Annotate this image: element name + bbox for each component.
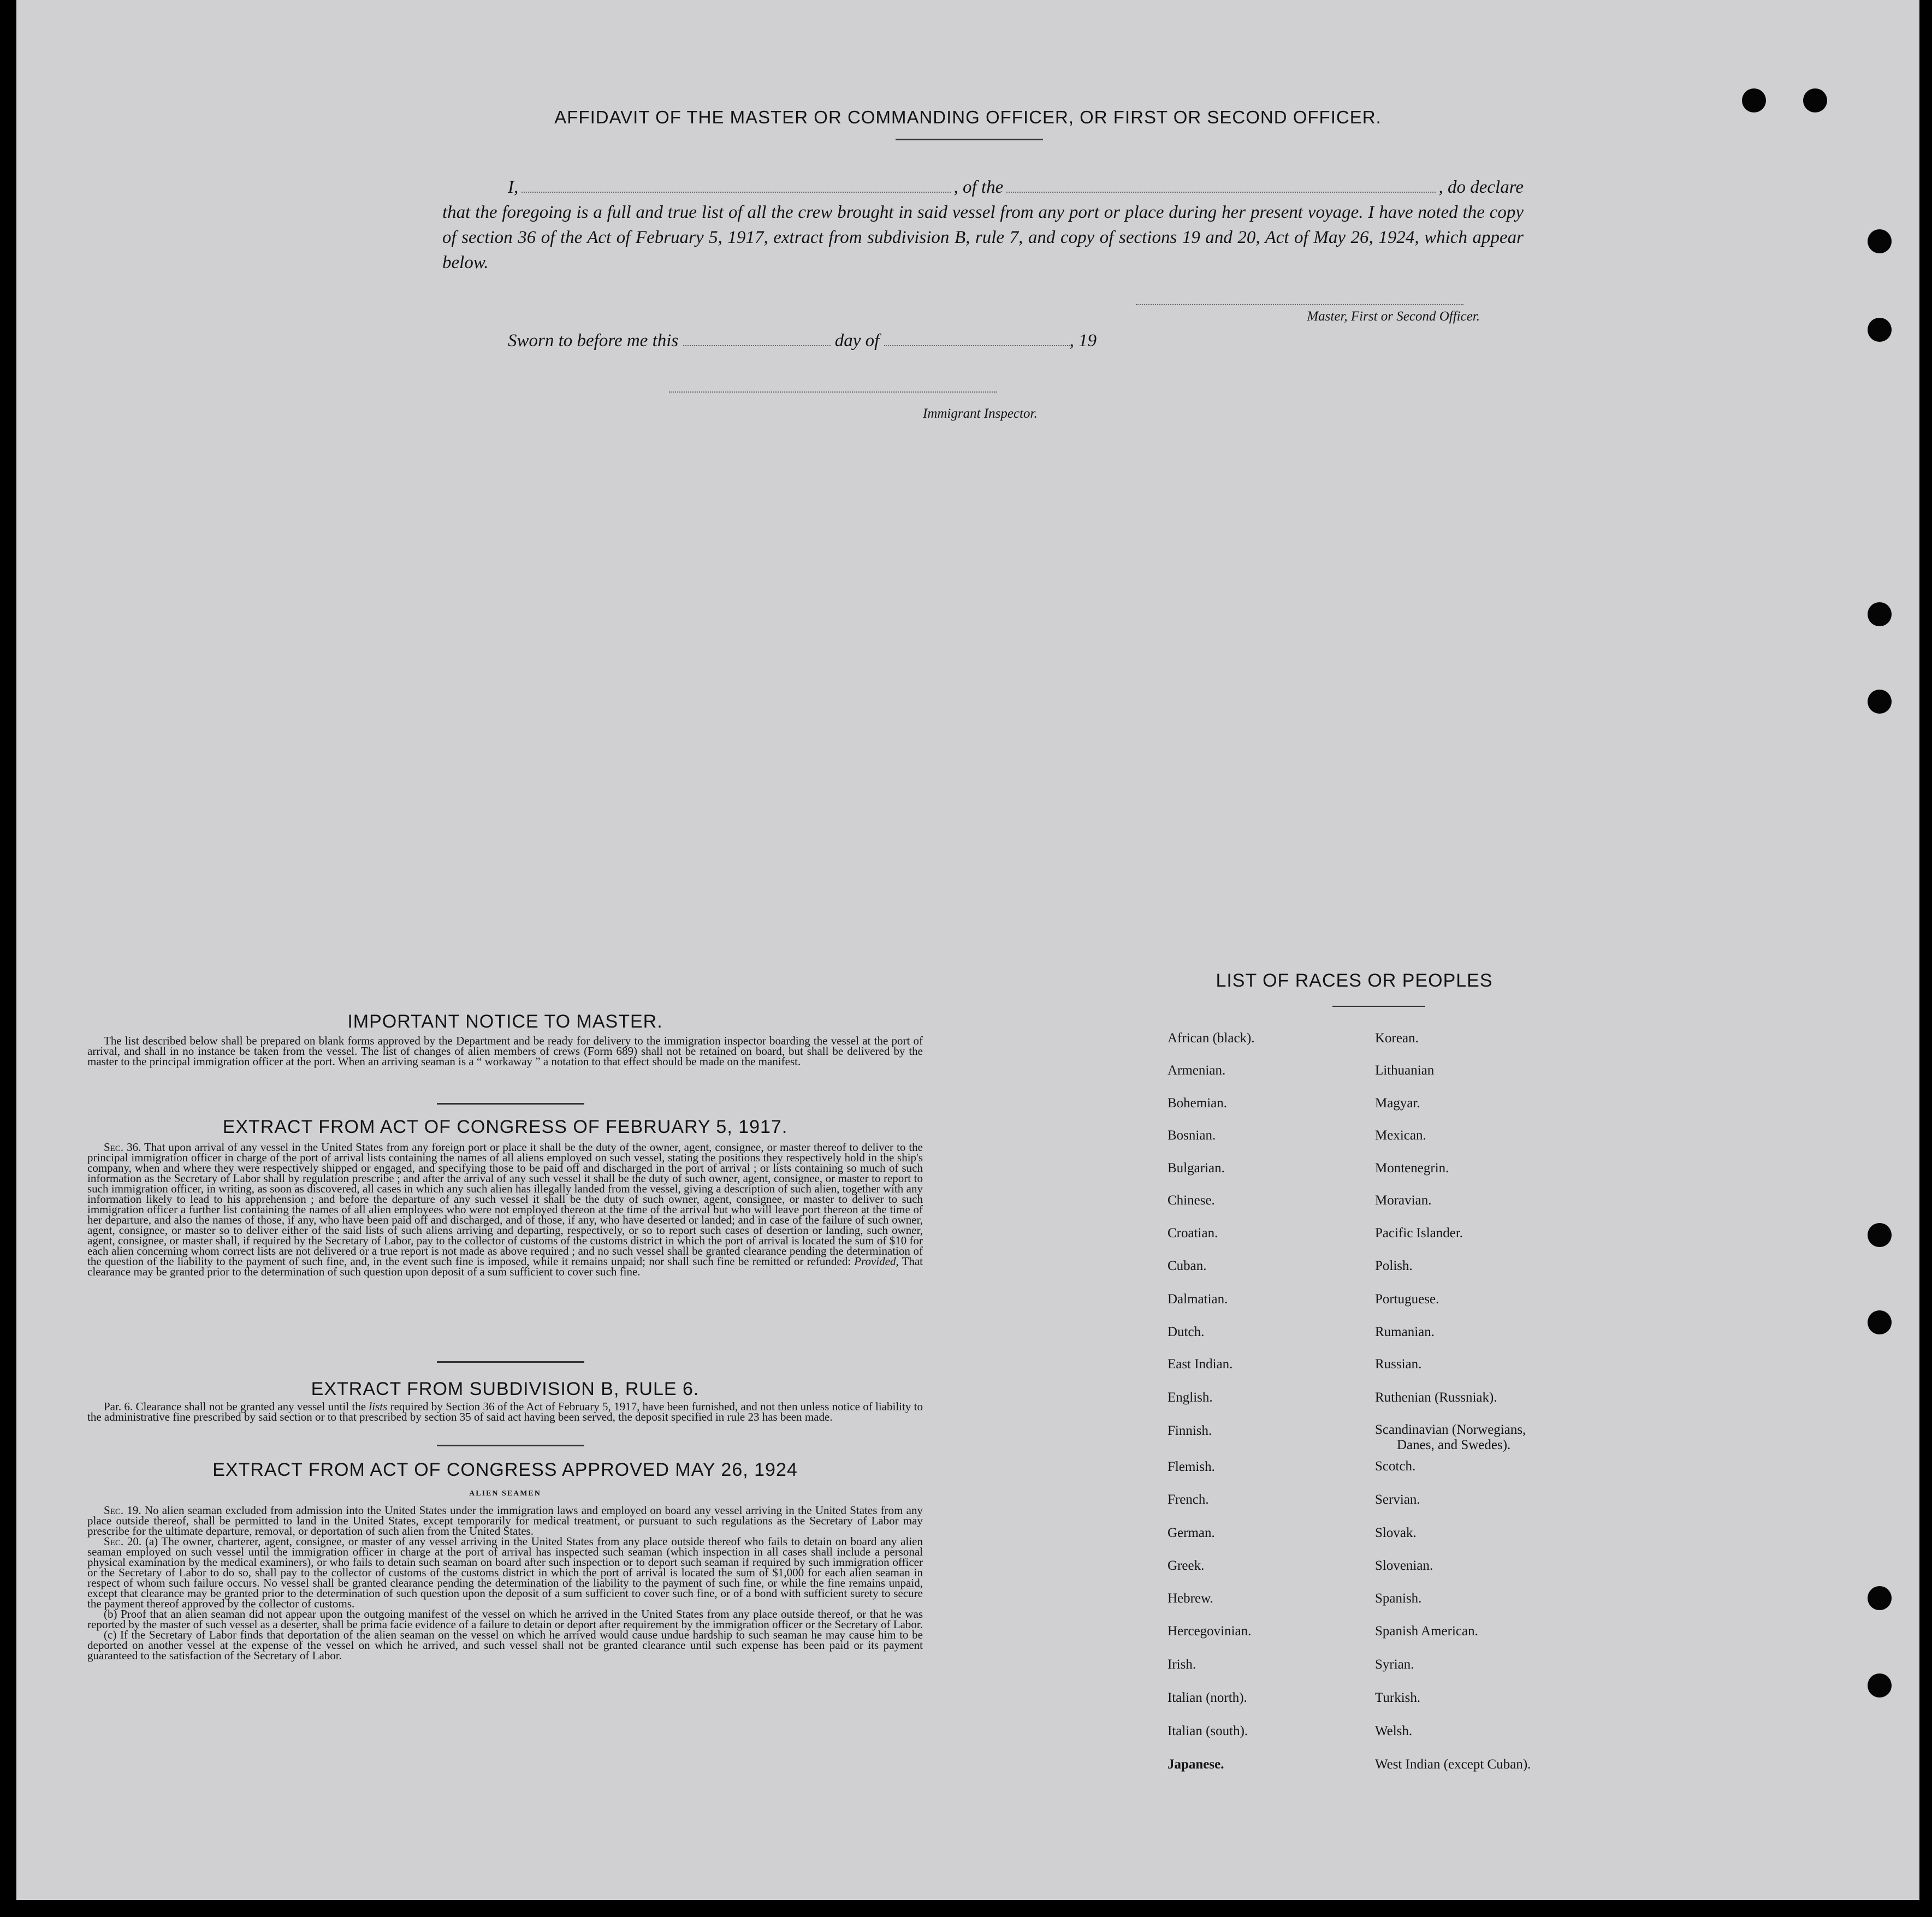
race-item: East Indian. [1168, 1357, 1233, 1372]
rule6-title: EXTRACT FROM SUBDIVISION B, RULE 6. [311, 1379, 700, 1399]
race-item: Pacific Islander. [1375, 1226, 1463, 1241]
race-item: Dalmatian. [1168, 1292, 1228, 1307]
race-item: Lithuanian [1375, 1063, 1435, 1078]
races-divider [1332, 1006, 1425, 1007]
sec19-paragraph [87, 1505, 923, 1536]
races-title: LIST OF RACES OR PEOPLES [1216, 970, 1493, 991]
alien-seamen-subtitle: ALIEN SEAMEN [469, 1489, 541, 1498]
sec20a-paragraph [87, 1536, 923, 1609]
sec20c-paragraph: (c) If the Secretary of Labor finds that deportation of the alien seaman on the vessel on which he arrived would cause undue hardship to such seaman he may cause him to be deported on another vessel at the expense of the vessel on which he arrived, and such vessel shall not be granted clearance until such expense has been paid or its payment guaranteed to the satisfaction of the Secretary of Labor. [87, 1628, 923, 1662]
race-item: Scotch. [1375, 1459, 1416, 1474]
race-item: Armenian. [1168, 1063, 1226, 1078]
provided-word: Provided, [854, 1255, 899, 1268]
race-item: Spanish. [1375, 1591, 1422, 1606]
punch-hole [1868, 318, 1892, 342]
affidavit-title: AFFIDAVIT OF THE MASTER OR COMMANDING OFFICER, OR FIRST OR SECOND OFFICER. [554, 107, 1382, 127]
rule6-text-b: required by Section 36 of the Act of February 5, 1917, have been furnished, and not then unless notice of liability to the administrative fine prescribed by said section or to that prescribed by section 35 of said act having been served, the deposit specified in rule 23 has been made. [87, 1400, 923, 1423]
section-36-end: That clearance may be granted prior to the determination of such question upon deposit of a sum sufficient to cover such fine. [87, 1255, 923, 1278]
sec20-label: Sec. 20. [104, 1535, 142, 1548]
extract-1917-body [87, 1142, 923, 1277]
year-prefix: , 19 [1069, 331, 1097, 351]
race-item: Hebrew. [1168, 1591, 1213, 1606]
race-item: Moravian. [1375, 1193, 1432, 1208]
race-item: Bulgarian. [1168, 1161, 1225, 1176]
race-item: Turkish. [1375, 1690, 1421, 1705]
sec19-label: Sec. 19. [104, 1504, 141, 1517]
race-item: Flemish. [1168, 1459, 1215, 1474]
extract-1924-title: EXTRACT FROM ACT OF CONGRESS APPROVED MAY 26, 1924 [212, 1459, 798, 1480]
sworn-line [508, 331, 1097, 351]
race-item: Bohemian. [1168, 1096, 1228, 1111]
affidavit-declaration-line [442, 175, 1524, 200]
race-item: Montenegrin. [1375, 1161, 1449, 1176]
race-item: Russian. [1375, 1357, 1422, 1372]
race-item: Scandinavian (Norwegians, [1375, 1422, 1526, 1437]
punch-hole [1868, 602, 1892, 626]
rule6-text-a: Par. 6. Clearance shall not be granted any vessel until the [104, 1400, 366, 1413]
punch-hole [1868, 229, 1892, 253]
name-blank[interactable] [521, 192, 950, 193]
punch-hole [1868, 1310, 1892, 1334]
race-item: Slovak. [1375, 1526, 1417, 1540]
divider [437, 1445, 584, 1446]
race-item: Croatian. [1168, 1226, 1218, 1241]
i-label: I, [508, 177, 519, 197]
race-item: Hercegovinian. [1168, 1624, 1252, 1639]
race-item: Japanese. [1168, 1757, 1224, 1772]
race-item: Bosnian. [1168, 1128, 1216, 1143]
divider [437, 1361, 584, 1363]
race-item: Syrian. [1375, 1657, 1414, 1672]
race-item: Cuban. [1168, 1259, 1207, 1273]
race-item: Greek. [1168, 1558, 1205, 1573]
race-item: Magyar. [1375, 1096, 1420, 1111]
punch-hole [1868, 1586, 1892, 1610]
race-item: Mexican. [1375, 1128, 1426, 1143]
notice-body [87, 1036, 923, 1067]
sec19-text: No alien seaman excluded from admission into the United States under the immigration laws and employed on board any vessel arriving in the United States from any place outside thereof, shall be permitted to land in the United States, except temporarily for medical treatment, or pursuant to such regulations as the Secretary of Labor may prescribe for the ultimate departure, removal, or deportation of such alien from the United States. [87, 1504, 923, 1538]
race-item: Rumanian. [1375, 1325, 1435, 1339]
sec20a-text: (a) The owner, charterer, agent, consignee, or master of any vessel arriving in the United States from any place outside thereof who fails to detain on board any alien seaman employed on such vessel until the immigration officer in charge at the port of arrival has inspected such seaman (which inspection in all cases shall include a personal physical examination by the medical examiners), or who fails to detain such seaman on board after such inspection or to deport such seaman if required by such immigration officer or the Secretary of Labor to do so, shall pay to the collector of customs of the customs district in which the port of arrival is located the sum of $1,000 for each alien seaman in respect of whom such failure occurs. No vessel shall be granted clearance pending the determination of the liability to the payment of such fine, or while the fine remains unpaid, except that clearance may be granted prior to the determination of such question upon the deposit of a sum sufficient to cover such fine, or of a bond with sufficient surety to secure the payment thereof approved by the collector of customs. [87, 1535, 923, 1610]
race-item: Finnish. [1168, 1423, 1212, 1438]
inspector-label: Immigrant Inspector. [923, 406, 1038, 421]
punch-hole [1742, 88, 1766, 112]
race-item: Chinese. [1168, 1193, 1215, 1208]
vessel-blank[interactable] [1006, 192, 1435, 193]
extract-1924-body [87, 1505, 923, 1661]
race-item: English. [1168, 1390, 1213, 1405]
race-item: Irish. [1168, 1657, 1196, 1672]
notice-title: IMPORTANT NOTICE TO MASTER. [347, 1011, 663, 1032]
race-item: Portuguese. [1375, 1292, 1439, 1307]
race-item: Ruthenian (Russniak). [1375, 1390, 1497, 1405]
section-36-text: That upon arrival of any vessel in the United States from any foreign port or place it shall be the duty of the owner, agent, consignee, or master thereof to deliver to the principal immigration officer in charge of the port of arrival lists containing the names of all aliens employed on such vessel, stating the positions they respectively hold in the ship's company, when and where they were respectively shipped or engaged, and specifying those to be paid off and discharged in the port of arrival ; or lists containing so much of such information as the Secretary of Labor shall by regulation prescribe ; and after the arrival of any such vessel it shall be the duty of such owner, agent, consignee, or master to report to such immigration officer, in writing, as soon as discovered, all cases in which any such alien has illegally landed from the vessel, giving a description of such alien, together with any information likely to lead to his apprehension ; and before the departure of any such vessel it shall be the duty of such owner, agent, consignee, or master to deliver to such immigration officer a further list containing the names of all alien employees who were not employed thereon at the time of the arrival but who will leave port thereon at the time of her departure, and also the names of those, if any, who have been paid off and discharged, and of those, if any, who have deserted or landed; and in case of the failure of such owner, agent, consignee, or master so to deliver either of the said lists of such aliens arriving and departing, respectively, or so to report such cases of desertion or landing, such owner, agent, consignee, or master shall, if required by the Secretary of Labor, pay to the collector of customs of the customs district in which the port of arrival is located the sum of $10 for each alien concerning whom correct lists are not delivered or a true report is not made as above required ; and no such vessel shall be granted clearance pending the determination of the question of the liability to the payment of such fine, and, in the event such fine is imposed, while it remains unpaid; nor shall such fine be remitted or refunded: [87, 1141, 923, 1268]
race-item-continued: Danes, and Swedes). [1397, 1438, 1511, 1452]
rule6-paragraph [87, 1402, 923, 1422]
inspector-signature-line[interactable] [669, 391, 997, 393]
race-item: French. [1168, 1492, 1209, 1507]
race-item: Italian (south). [1168, 1724, 1248, 1738]
day-of-label: day of [834, 331, 880, 351]
sworn-month-blank[interactable] [884, 345, 1070, 346]
divider [437, 1103, 584, 1105]
race-item: Welsh. [1375, 1724, 1413, 1738]
section-36-paragraph [87, 1142, 923, 1277]
document-page [16, 0, 1919, 1900]
affidavit-body: that the foregoing is a full and true list of all the crew brought in said vessel from any port or place during her present voyage. I have noted the copy of section 36 of the Act of February 5, 1917, extract from subdivision B, rule 7, and copy of sections 19 and 20, Act of May 26, 1924, which appear below. [442, 203, 1524, 272]
punch-hole [1868, 690, 1892, 714]
section-label: Sec. 36. [104, 1141, 141, 1154]
do-declare-label: , do declare [1438, 177, 1524, 197]
of-the-label: , of the [953, 177, 1004, 197]
sec20b-paragraph: (b) Proof that an alien seaman did not appear upon the outgoing manifest of the vessel on which he arrived in the United States from any place outside thereof, or that he was reported by the master of such vessel as a deserter, shall be prima facie evidence of a failure to detain or deport after requirement by the immigration officer or the Secretary of Labor. [87, 1607, 923, 1631]
affidavit-text [442, 175, 1524, 275]
sworn-day-blank[interactable] [683, 345, 831, 346]
punch-hole [1803, 88, 1827, 112]
extract-1917-title: EXTRACT FROM ACT OF CONGRESS OF FEBRUARY 5, 1917. [222, 1117, 788, 1137]
race-item: Dutch. [1168, 1325, 1205, 1339]
rule6-body [87, 1402, 923, 1422]
race-item: Slovenian. [1375, 1558, 1433, 1573]
signature-line[interactable] [1136, 304, 1463, 305]
race-item: Korean. [1375, 1031, 1419, 1046]
race-item: Spanish American. [1375, 1624, 1478, 1639]
race-item: Italian (north). [1168, 1690, 1247, 1705]
race-item: German. [1168, 1526, 1215, 1540]
punch-hole [1868, 1673, 1892, 1698]
race-item: Polish. [1375, 1259, 1413, 1273]
signature-label: Master, First or Second Officer. [1307, 309, 1480, 324]
punch-hole [1868, 1223, 1892, 1247]
notice-paragraph: The list described below shall be prepared on blank forms approved by the Department and be ready for delivery to the immigration inspector boarding the vessel at the port of arrival, and shall in no instance be taken from the vessel. The list of changes of alien members of crews (Form 689) shall not be retained on board, but shall be delivered by the master to the principal immigration officer at the port. When an arriving seaman is a “ workaway ” a notation to that effect should be made on the manifest. [87, 1034, 923, 1068]
race-item: Servian. [1375, 1492, 1420, 1507]
race-item: African (black). [1168, 1031, 1255, 1046]
sworn-prefix: Sworn to before me this [508, 331, 679, 351]
title-divider [896, 139, 1043, 140]
race-item: West Indian (except Cuban). [1375, 1757, 1531, 1772]
lists-word: lists [369, 1400, 388, 1413]
